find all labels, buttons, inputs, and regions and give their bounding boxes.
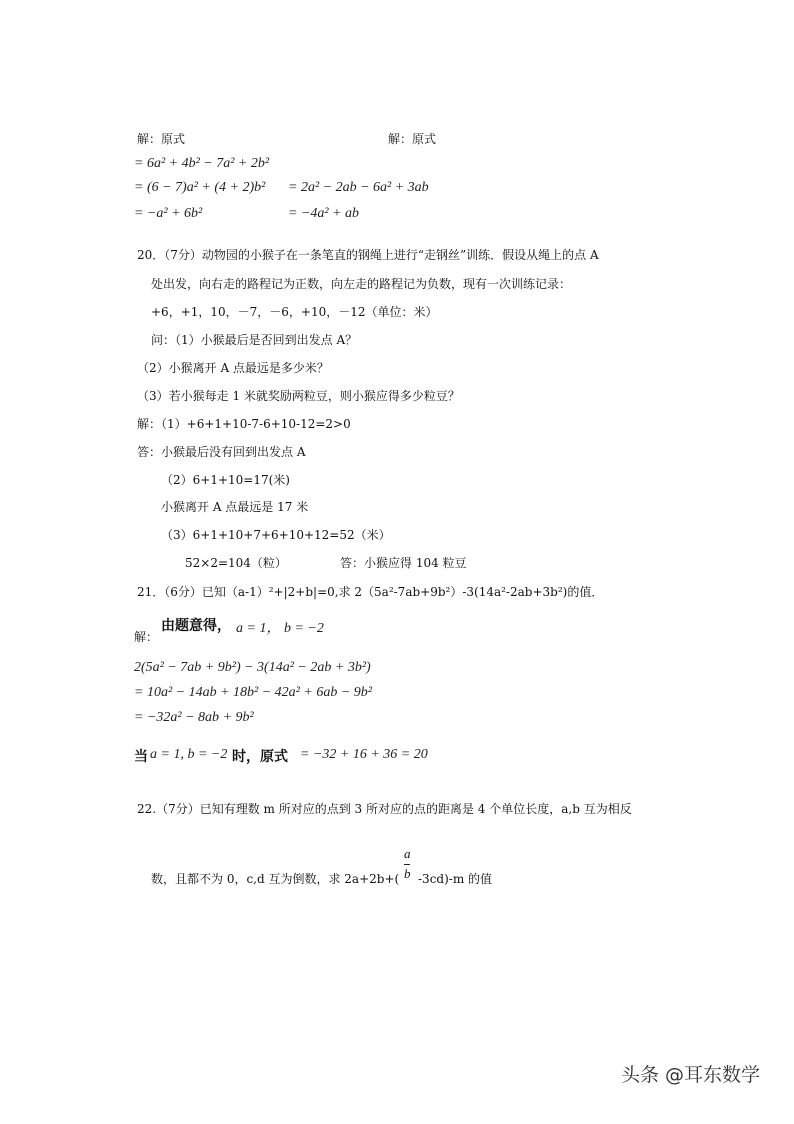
q20-solution-5: （3）6+1+10+7+6+10+12=52（米）: [161, 528, 391, 542]
q21-given-label: 由题意得，: [161, 618, 231, 634]
q22-fraction-denominator: b: [404, 866, 411, 881]
q20-line-4: 问：（1）小猴最后是否回到出发点 A？: [151, 333, 358, 347]
top-right-label: 解：原式: [388, 132, 437, 146]
q22-fraction-bar: [404, 864, 410, 865]
q21-final-mid: 时，原式: [232, 749, 288, 765]
q20-solution-2: 答：小猴最后没有回到出发点 A: [137, 445, 306, 459]
q20-line-6: （3）若小猴每走 1 米就奖励两粒豆，则小猴应得多少粒豆？: [137, 389, 460, 403]
q21-given-math: a = 1， b = −2: [236, 621, 324, 636]
q20-line-5: （2）小猴离开 A 点最远是多少米？: [137, 361, 329, 375]
top-left-line-2: = (6 − 7)a² + (4 + 2)b²: [134, 180, 266, 195]
q20-solution-3: （2）6+1+10=17(米): [161, 473, 290, 487]
q21-calc-line-2: = 10a² − 14ab + 18b² − 42a² + 6ab − 9b²: [134, 685, 372, 700]
q22-line-1: 22.（7分）已知有理数 m 所对应的点到 3 所对应的点的距离是 4 个单位长度，a,b 互为相反: [137, 802, 632, 816]
q20-line-3: +6，+1，10，－7，－6，+10，－12（单位：米）: [151, 305, 438, 319]
q21-final-math-2: = −32 + 16 + 36 = 20: [300, 747, 428, 762]
q21-final-math-1: a = 1, b = −2: [150, 747, 228, 762]
q22-line-2a: 数，且都不为 0，c,d 互为倒数，求 2a+2b+(: [151, 872, 400, 886]
q21-solution-label: 解：: [134, 630, 159, 644]
q21-final-prefix: 当: [134, 749, 148, 765]
top-left-line-3: = −a² + 6b²: [134, 206, 203, 221]
watermark: 头条 @耳东数学: [620, 1064, 760, 1086]
q21-calc-line-3: = −32a² − 8ab + 9b²: [134, 710, 254, 725]
q20-line-2: 处出发，向右走的路程记为正数，向左走的路程记为负数，现有一次训练记录：: [151, 277, 572, 291]
top-right-line-1: = 2a² − 2ab − 6a² + 3ab: [288, 180, 429, 195]
q20-line-1: 20．（7分）动物园的小猴子在一条笔直的钢绳上进行“走钢丝”训练．假设从绳上的点 A: [137, 248, 599, 262]
top-left-label: 解：原式: [137, 132, 186, 146]
q21-calc-line-1: 2(5a² − 7ab + 9b²) − 3(14a² − 2ab + 3b²): [134, 660, 371, 675]
q20-solution-6b: 答：小猴应得 104 粒豆: [340, 556, 467, 570]
top-left-line-1: = 6a² + 4b² − 7a² + 2b²: [134, 156, 270, 171]
q20-solution-6a: 52×2=104（粒）: [185, 556, 287, 570]
q20-solution-4: 小猴离开 A 点最远是 17 米: [161, 500, 309, 514]
q22-fraction-numerator: a: [404, 846, 411, 861]
q21-line-1: 21．（6分）已知（a-1）²+|2+b|=0,求 2（5a²-7ab+9b²）-3(14a²-2ab+3b²)的值．: [137, 585, 604, 599]
q20-solution-1: 解：（1）+6+1+10-7-6+10-12=2>0: [137, 417, 351, 431]
q22-line-2b: -3cd)-m 的值: [418, 872, 493, 886]
top-right-line-2: = −4a² + ab: [288, 206, 360, 221]
